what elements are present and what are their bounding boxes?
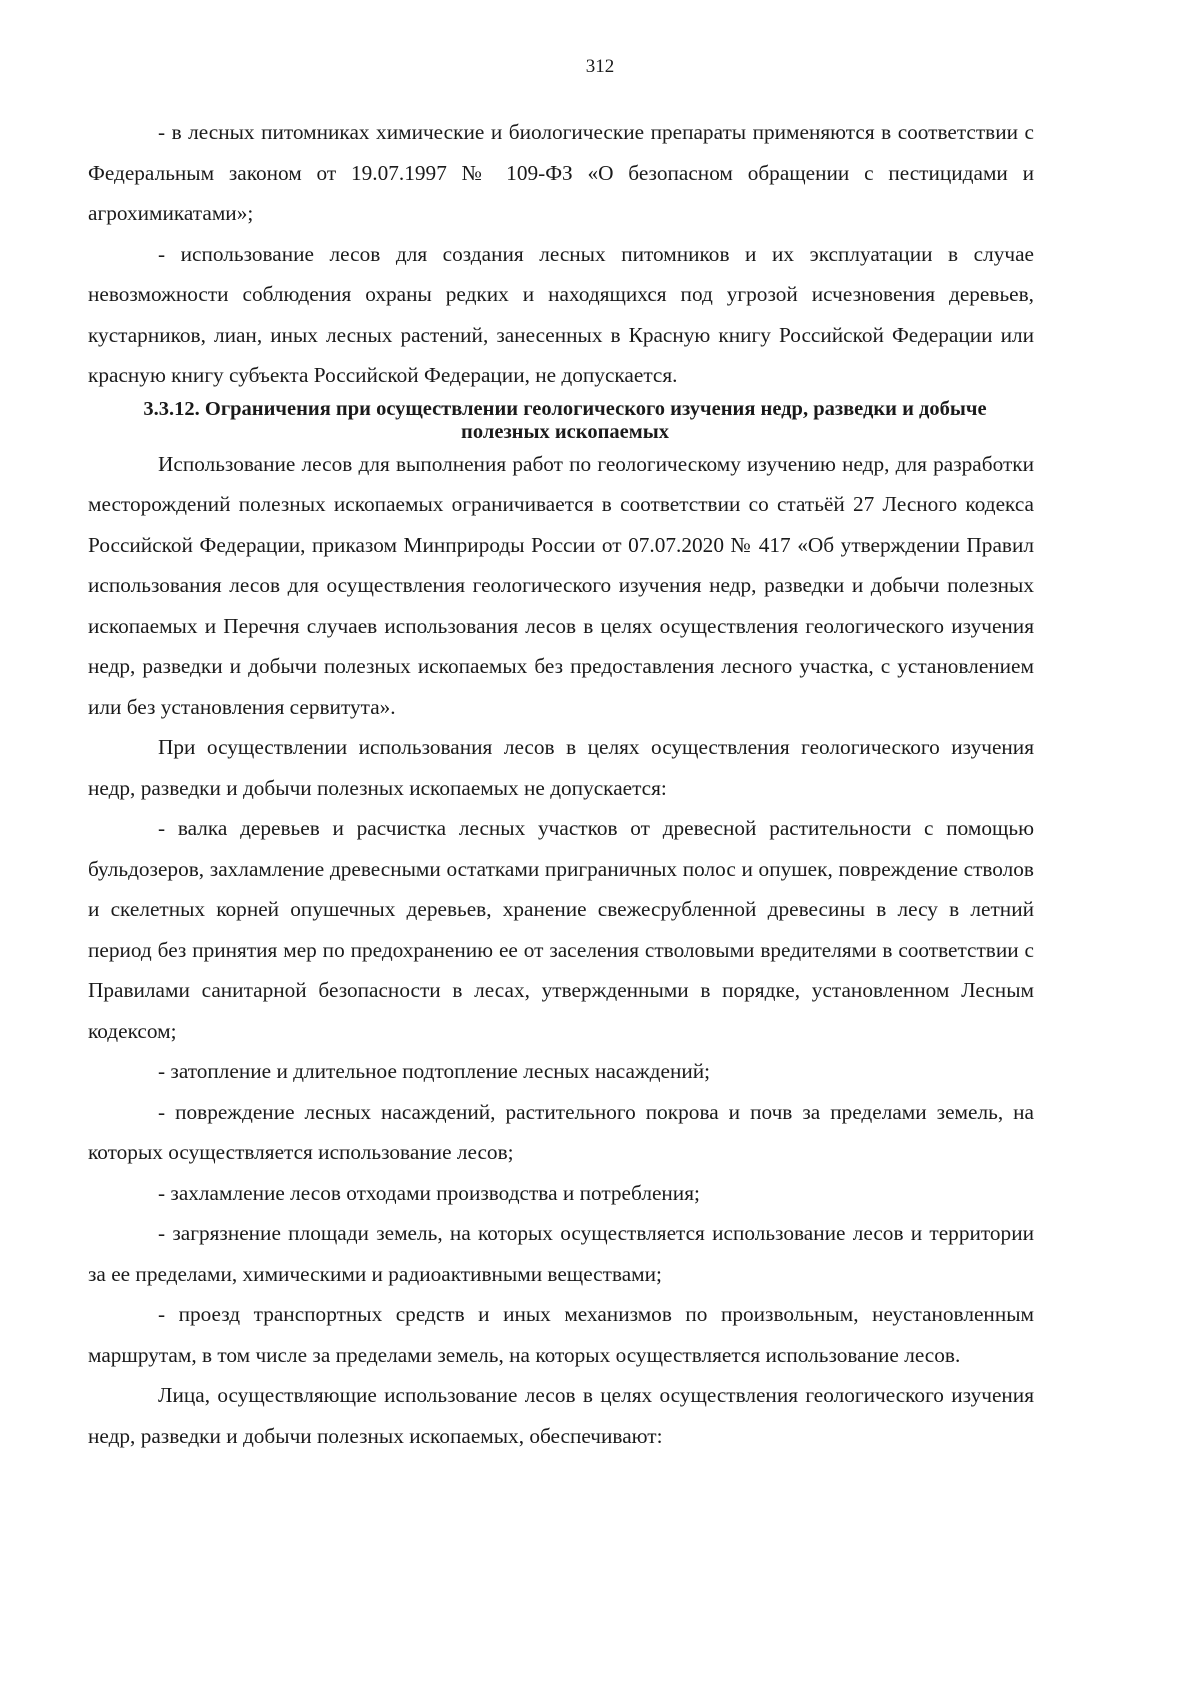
- paragraph: Использование лесов для выполнения работ по геологическому изучению недр, для разработки месторождений полезных ископаемых ограничивается в соответствии со статьёй 27 Лесного кодекса Российской Федерации, приказом Минприроды России от 07.07.2020 № 417 «Об утверждении Правил использования лесов для осуществления геологического изучения недр, разведки и добычи полезных ископаемых и Перечня случаев использования лесов в целях осуществления геологического изучения недр, разведки и добычи полезных ископаемых без предоставления лесного участка, с установлением или без установления сервитута».: [88, 451, 1034, 719]
- paragraph: - в лесных питомниках химические и биологические препараты применяются в соответствии с Федеральным законом от 19.07.1997 № 109-ФЗ «О безопасном обращении с пестицидами и агрохимикатами»;: [88, 120, 1034, 225]
- paragraph: - использование лесов для создания лесных питомников и их эксплуатации в случае невозможности соблюдения охраны редких и находящихся под угрозой исчезновения деревьев, кустарников, лиан, иных лесных растений, занесенных в Красную книгу Российской Федерации или красную книгу субъекта Российской Федерации, не допускается.: [88, 241, 1034, 387]
- list-item: - валка деревьев и расчистка лесных участков от древесной растительности с помощью бульдозеров, захламление древесными остатками приграничных полос и опушек, повреждение стволов и скелетных корней опушечных деревьев, хранение свежесрубленной древесины в лесу в летний период без принятия мер по предохранению ее от заселения стволовыми вредителями в соответствии с Правилами санитарной безопасности в лесах, утвержденными в порядке, установленном Лесным кодексом;: [88, 816, 1034, 1043]
- paragraph: Лица, осуществляющие использование лесов в целях осуществления геологического изучения недр, разведки и добычи полезных ископаемых, обеспечивают:: [88, 1383, 1034, 1448]
- paragraph: При осуществлении использования лесов в целях осуществления геологического изучения недр, разведки и добычи полезных ископаемых не допускается:: [88, 735, 1034, 800]
- document-body: [88, 112, 1034, 1456]
- list-item: - повреждение лесных насаждений, растительного покрова и почв за пределами земель, на которых осуществляется использование лесов;: [88, 1099, 1034, 1164]
- list-item: - захламление лесов отходами производства и потребления;: [158, 1180, 700, 1205]
- list-item: - затопление и длительное подтопление лесных насаждений;: [158, 1059, 711, 1083]
- section-heading: 3.3.12. Ограничения при осуществлении геологического изучения недр, разведки и добыче полезных ископаемых: [143, 397, 987, 443]
- list-item: - загрязнение площади земель, на которых осуществляется использование лесов и территории за ее пределами, химическими и радиоактивными веществами;: [88, 1221, 1034, 1286]
- list-item: - проезд транспортных средств и иных механизмов по произвольным, неустановленным маршрутам, в том числе за пределами земель, на которых осуществляется использование лесов.: [88, 1302, 1034, 1367]
- page-number: 312: [585, 56, 615, 77]
